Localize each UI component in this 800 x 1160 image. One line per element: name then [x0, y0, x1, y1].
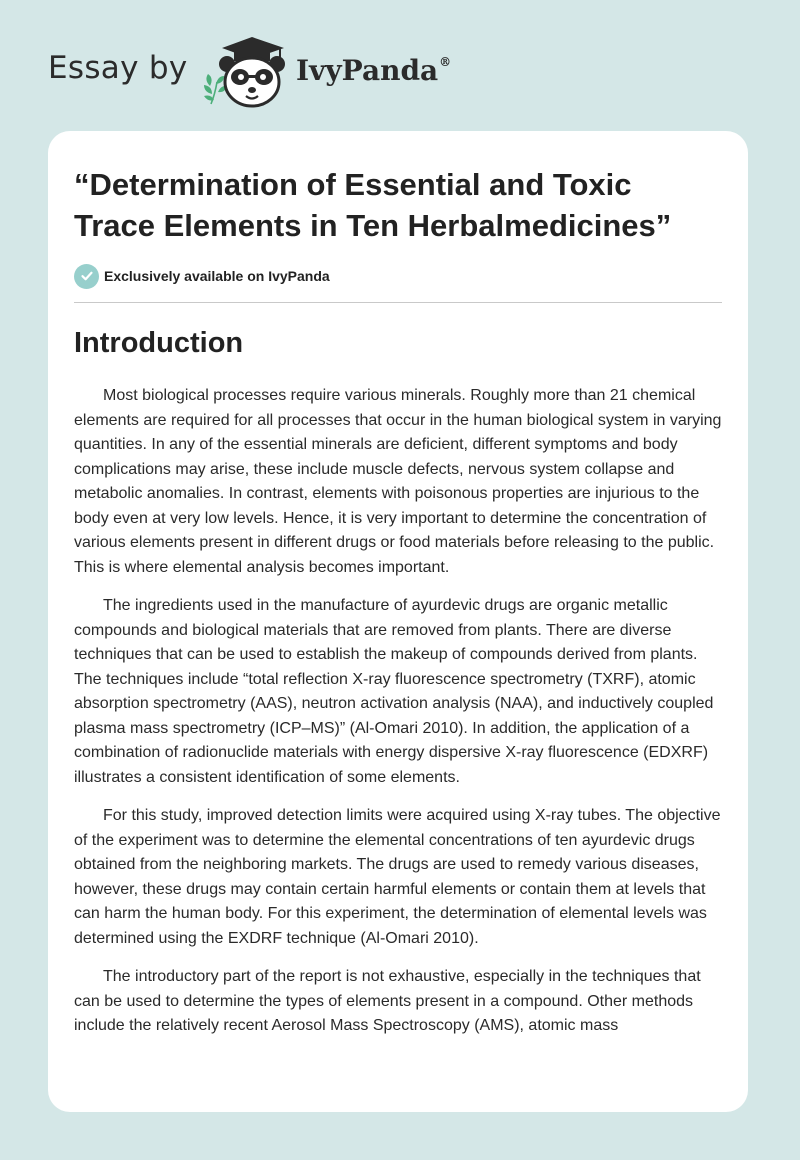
paragraph: Most biological processes require various minerals. Roughly more than 21 chemical elements are required for all processes that occur in the human biological system in varying quantities. In any of the essential minerals are deficient, different symptoms and body complications may arise, these include muscle defects, nervous system collapse and metabolic anomalies. In contrast, elements with poisonous properties are injurious to the body even at very low levels. Hence, it is very important to determine the concentration of various elements present in different drugs or food materials before releasing to the public. This is where elemental analysis becomes important.: [74, 387, 722, 576]
essay-body: [74, 384, 722, 1053]
site-header: [0, 0, 800, 130]
check-circle-icon: [74, 264, 99, 289]
essay-by-label: Essay by: [48, 50, 188, 86]
ivypanda-brand-name[interactable]: [296, 54, 451, 87]
section-heading: Introduction: [74, 327, 244, 359]
paragraph: For this study, improved detection limits were acquired using X-ray tubes. The objective of the experiment was to determine the elemental concentrations of ten ayurdevic drugs obtained from the neighboring markets. The drugs are used to remedy various diseases, however, these drugs may contain certain harmful elements or contain them at levels that can harm the human body. For this experiment, the determination of elemental levels was determined using the EXDRF technique (Al-Omari 2010).: [74, 807, 721, 947]
essay-card: [48, 131, 748, 1112]
ivypanda-panda-logo-icon[interactable]: [200, 34, 292, 110]
exclusive-notice: [74, 263, 330, 289]
registered-mark: ®: [439, 54, 452, 69]
paragraph: The introductory part of the report is not exhaustive, especially in the techniques that can be used to determine the types of elements present in a compound. Other methods include the relatively recent Aerosol Mass Spectroscopy (AMS), atomic mass: [74, 968, 701, 1034]
essay-title: “Determination of Essential and Toxic Trace Elements in Ten Herbalmedicines”: [74, 167, 672, 243]
paragraph: The ingredients used in the manufacture of ayurdevic drugs are organic metallic compounds and biological materials that are removed from plants. There are diverse techniques that can be used to establish the makeup of compounds derived from plants. The techniques include “total reflection X-ray fluorescence spectrometry (TXRF), atomic absorption spectrometry (AAS), neutron activation analysis (NAA), and inductively coupled plasma mass spectrometry (ICP–MS)” (Al-Omari 2010). In addition, the application of a combination of radionuclide materials with energy dispersive X-ray fluorescence (EDXRF) illustrates a consistent identification of some elements.: [74, 597, 714, 786]
brand-text: IvyPanda: [296, 54, 439, 87]
title-divider: [74, 302, 722, 303]
exclusive-label: Exclusively available on IvyPanda: [104, 268, 330, 284]
